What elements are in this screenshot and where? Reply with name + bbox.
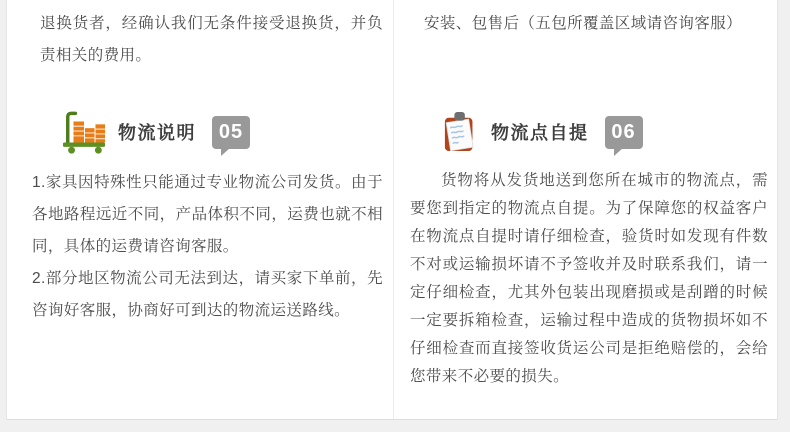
section-header-logistics xyxy=(60,110,383,154)
logistics-paragraph-2: 2.部分地区物流公司无法到达，请买家下单前，先咨询好客服，协商好可到达的物流运送路线。 xyxy=(32,270,383,319)
content-card xyxy=(6,0,778,420)
badge-number: 06 xyxy=(611,120,636,143)
badge-number: 05 xyxy=(218,120,244,143)
column-pickup-info xyxy=(394,0,777,419)
pickup-paragraph: 货物将从发货地送到您所在城市的物流点，需要您到指定的物流点自提。为了保障您的权益客户在物流点自提时请仔细检查，验货时如发现有件数不对或运输损坏请不予签收并及时联系我们，请一定仔细检查，尤其外包装出现磨损或是刮蹭的时候一定要拆箱检查，运输过程中造成的货物损坏如不仔细检查而直接签收货运公司是拒绝赔偿的，会给您带来不必要的损失。 xyxy=(410,172,768,385)
section-number-badge xyxy=(212,116,250,149)
section-header-pickup xyxy=(443,110,768,154)
after-sales-text: 安装、包售后（五包所覆盖区域请咨询客服） xyxy=(424,15,743,32)
return-policy-text: 退换货者，经确认我们无条件接受退换货，并负责相关的费用。 xyxy=(40,15,383,64)
logistics-paragraph-1: 1.家具因特殊性只能通过专业物流公司发货。由于各地路程远近不同，产品体积不同，运费也就不相同，具体的运费请咨询客服。 xyxy=(32,174,383,255)
trolley-icon xyxy=(60,110,108,154)
section-number-badge xyxy=(605,116,643,149)
section-title-logistics: 物流说明 xyxy=(118,123,196,143)
clipboard-icon xyxy=(443,110,481,154)
section-title-pickup: 物流点自提 xyxy=(491,123,589,143)
column-logistics-info xyxy=(7,0,394,419)
